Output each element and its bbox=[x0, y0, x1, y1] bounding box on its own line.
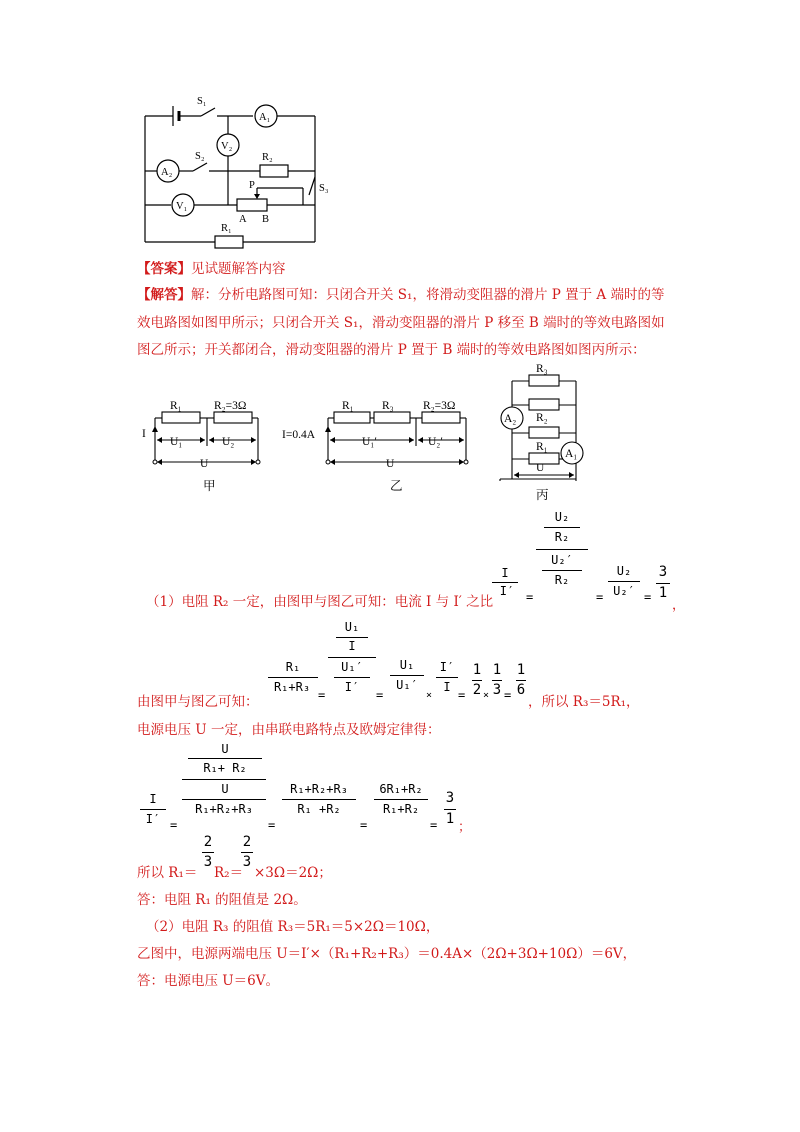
step3-text: 电源电压 U 一定，由串联电路特点及欧姆定律得： bbox=[137, 722, 441, 738]
jia-U: U bbox=[200, 458, 209, 470]
step1-text: （1）电阻 R₂ 一定，由图甲与图乙可知：电流 I 与 I′ 之比 bbox=[146, 594, 494, 610]
label-S3: S₃ bbox=[319, 183, 329, 194]
answer-1: 答：电阻 R₁ 的阻值是 2Ω。 bbox=[137, 892, 307, 908]
label-A1: A₁ bbox=[259, 112, 271, 123]
jia-U2: U₂ bbox=[222, 436, 235, 448]
step2-suffix: ，所以 R₃＝5R₁， bbox=[528, 694, 640, 710]
step5-suffix: ×3Ω＝2Ω； bbox=[254, 865, 332, 881]
label-R1: R₁ bbox=[221, 223, 232, 234]
step5-mid: R₂＝ bbox=[214, 865, 244, 881]
part2-line-1: （2）电阻 R₃ 的阻值 R₃＝5R₁＝5×2Ω＝10Ω， bbox=[146, 919, 440, 935]
figure-jia bbox=[130, 390, 270, 495]
label-A2: A₂ bbox=[161, 167, 173, 178]
formula-current-ratio: I I′ = U₂ R₂ U₂′ R₂ = U₂ U₂′ = 3 1 ， bbox=[492, 510, 682, 610]
formula-resistance-ratio-tail: 1 3 = 1 6 bbox=[492, 662, 526, 702]
bing-R2: R₂ bbox=[536, 412, 548, 424]
answer-2: 答：电源电压 U＝6V。 bbox=[137, 973, 280, 989]
bing-U: U bbox=[536, 462, 545, 474]
frac-two-thirds-2: 2 3 bbox=[242, 834, 252, 870]
bing-caption: 丙 bbox=[536, 488, 549, 502]
figure-bing bbox=[492, 357, 597, 505]
step4-tail: ； bbox=[458, 820, 472, 835]
label-A: A bbox=[239, 214, 247, 225]
jia-R1: R₁ bbox=[170, 400, 182, 412]
step5-prefix: 所以 R₁＝ bbox=[137, 865, 198, 881]
label-V2: V₂ bbox=[221, 141, 233, 152]
yi-U: U bbox=[386, 458, 395, 470]
step1-result-den: 1 bbox=[658, 585, 668, 601]
step2-prefix: 由图甲与图乙可知： bbox=[137, 694, 259, 710]
jia-I: I bbox=[142, 428, 146, 440]
solution-line-2: 效电路图如图甲所示；只闭合开关 S₁，滑动变阻器的滑片 P 移至 B 端时的等效电路图如 bbox=[137, 315, 665, 331]
yi-R1: R₁ bbox=[342, 400, 354, 412]
yi-R2: R₂=3Ω bbox=[423, 400, 456, 412]
yi-U1: U₁′ bbox=[362, 436, 377, 448]
label-B: B bbox=[262, 214, 270, 225]
label-P: P bbox=[249, 180, 255, 191]
bing-A1: A₁ bbox=[565, 448, 578, 460]
solution-line-3: 图乙所示；开关都闭合，滑动变阻器的滑片 P 置于 B 端时的等效电路图如图丙所示： bbox=[137, 342, 646, 358]
answer-tag: 【答案】 bbox=[137, 261, 191, 277]
frac-two-thirds-1: 2 3 bbox=[203, 834, 213, 870]
label-R2: R₂ bbox=[262, 152, 273, 163]
label-S2: S₂ bbox=[195, 151, 205, 162]
yi-R3: R₃ bbox=[382, 400, 394, 412]
formula-voltage-ratio: I I′ = U R₁+ R₂ U R₁+R₂+R₃ = R₁+R₂+R₃ R₁ +R₂ = 6R₁+R₂ R₁+R₂ = 3 1 ； bbox=[138, 742, 478, 832]
jia-R2: R₂=3Ω bbox=[214, 400, 247, 412]
label-V1: V₁ bbox=[176, 201, 188, 212]
solution-line-1: 解：分析电路图可知：只闭合开关 S₁，将滑动变阻器的滑片 P 置于 A 端时的等 bbox=[191, 287, 665, 303]
yi-I: I=0.4A bbox=[282, 429, 315, 441]
step1-result-num: 3 bbox=[658, 564, 668, 580]
part2-line-2: 乙图中，电源两端电压 U＝I′×（R₁+R₂+R₃）＝0.4A×（2Ω+3Ω+10Ω）＝6V， bbox=[137, 946, 637, 962]
main-circuit-diagram bbox=[135, 92, 329, 252]
jia-caption: 甲 bbox=[203, 479, 216, 493]
bing-A2: A₂ bbox=[504, 413, 517, 425]
answer-text: 见试题解答内容 bbox=[191, 261, 286, 277]
bing-R1: R₁ bbox=[536, 441, 548, 453]
yi-U2: U₂′ bbox=[428, 436, 443, 448]
formula-resistance-ratio: R₁ R₁+R₃ = U₁ I U₁′ I′ = U₁ U₁′ × I′ I = 1 2 × bbox=[262, 620, 502, 712]
label-S1: S₁ bbox=[197, 96, 207, 107]
step1-tail: ， bbox=[672, 598, 686, 613]
solution-tag: 【解答】 bbox=[137, 287, 191, 303]
bing-R3: R₃ bbox=[536, 363, 548, 375]
yi-caption: 乙 bbox=[390, 479, 403, 493]
figure-yi bbox=[280, 390, 475, 495]
jia-U1: U₁ bbox=[170, 436, 183, 448]
